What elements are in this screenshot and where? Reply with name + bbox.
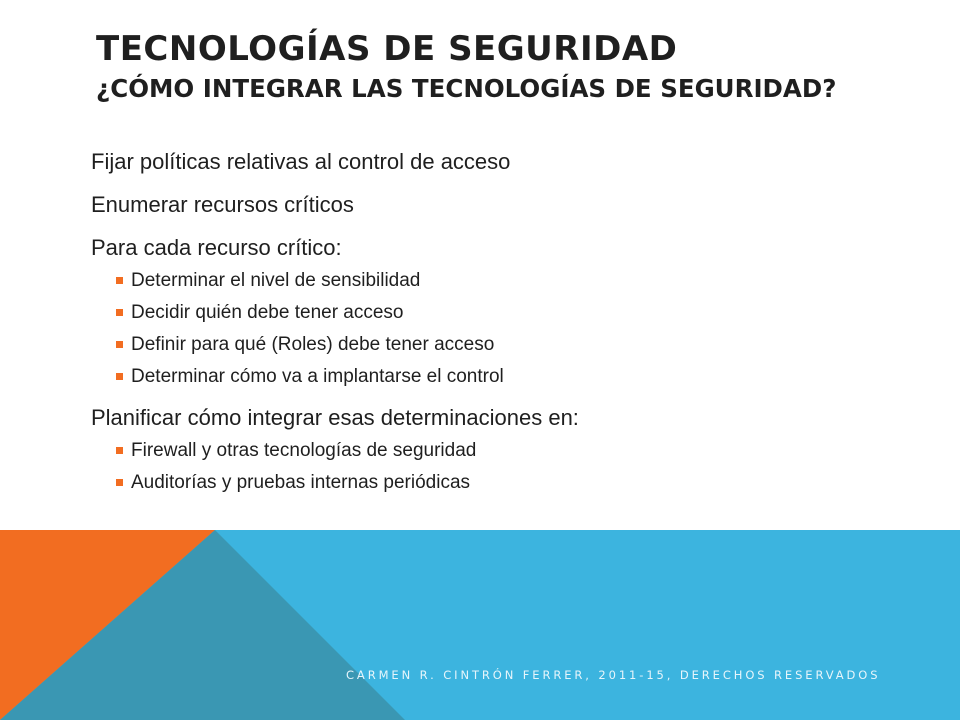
bullet-item-2: Enumerar recursos críticos <box>91 192 354 217</box>
bullet-item-1: Fijar políticas relativas al control de acceso <box>91 149 511 174</box>
sub-bullet-text: Auditorías y pruebas internas periódicas <box>131 472 471 493</box>
slide-title: TECNOLOGÍAS DE SEGURIDAD <box>96 29 678 69</box>
sub-bullet-text: Determinar el nivel de sensibilidad <box>131 270 421 291</box>
square-bullet-icon <box>116 277 123 284</box>
sub-bullet-item <box>91 467 911 499</box>
bullet-item-4: Planificar cómo integrar esas determinaciones en: <box>91 405 579 430</box>
sub-list-3 <box>91 265 911 393</box>
square-bullet-icon <box>116 479 123 486</box>
sub-bullet-text: Definir para qué (Roles) debe tener acceso <box>131 334 495 355</box>
square-bullet-icon <box>116 341 123 348</box>
square-bullet-icon <box>116 309 123 316</box>
sub-bullet-text: Determinar cómo va a implantarse el control <box>131 366 504 387</box>
sub-bullet-item <box>91 265 911 297</box>
sub-bullet-item <box>91 361 911 393</box>
sub-bullet-text: Firewall y otras tecnologías de seguridad <box>131 440 477 461</box>
title-block <box>96 30 916 104</box>
square-bullet-icon <box>116 373 123 380</box>
sub-bullet-item <box>91 435 911 467</box>
slide-subtitle: ¿CÓMO INTEGRAR LAS TECNOLOGÍAS DE SEGURIDAD? <box>96 74 837 103</box>
sub-bullet-item <box>91 297 911 329</box>
sub-bullet-item <box>91 329 911 361</box>
bullet-content <box>91 147 911 499</box>
square-bullet-icon <box>116 447 123 454</box>
sub-list-4 <box>91 435 911 499</box>
bullet-item-3: Para cada recurso crítico: <box>91 235 342 260</box>
footer-credit: CARMEN R. CINTRÓN FERRER, 2011-15, DERECHOS RESERVADOS <box>346 668 881 682</box>
sub-bullet-text: Decidir quién debe tener acceso <box>131 302 404 323</box>
